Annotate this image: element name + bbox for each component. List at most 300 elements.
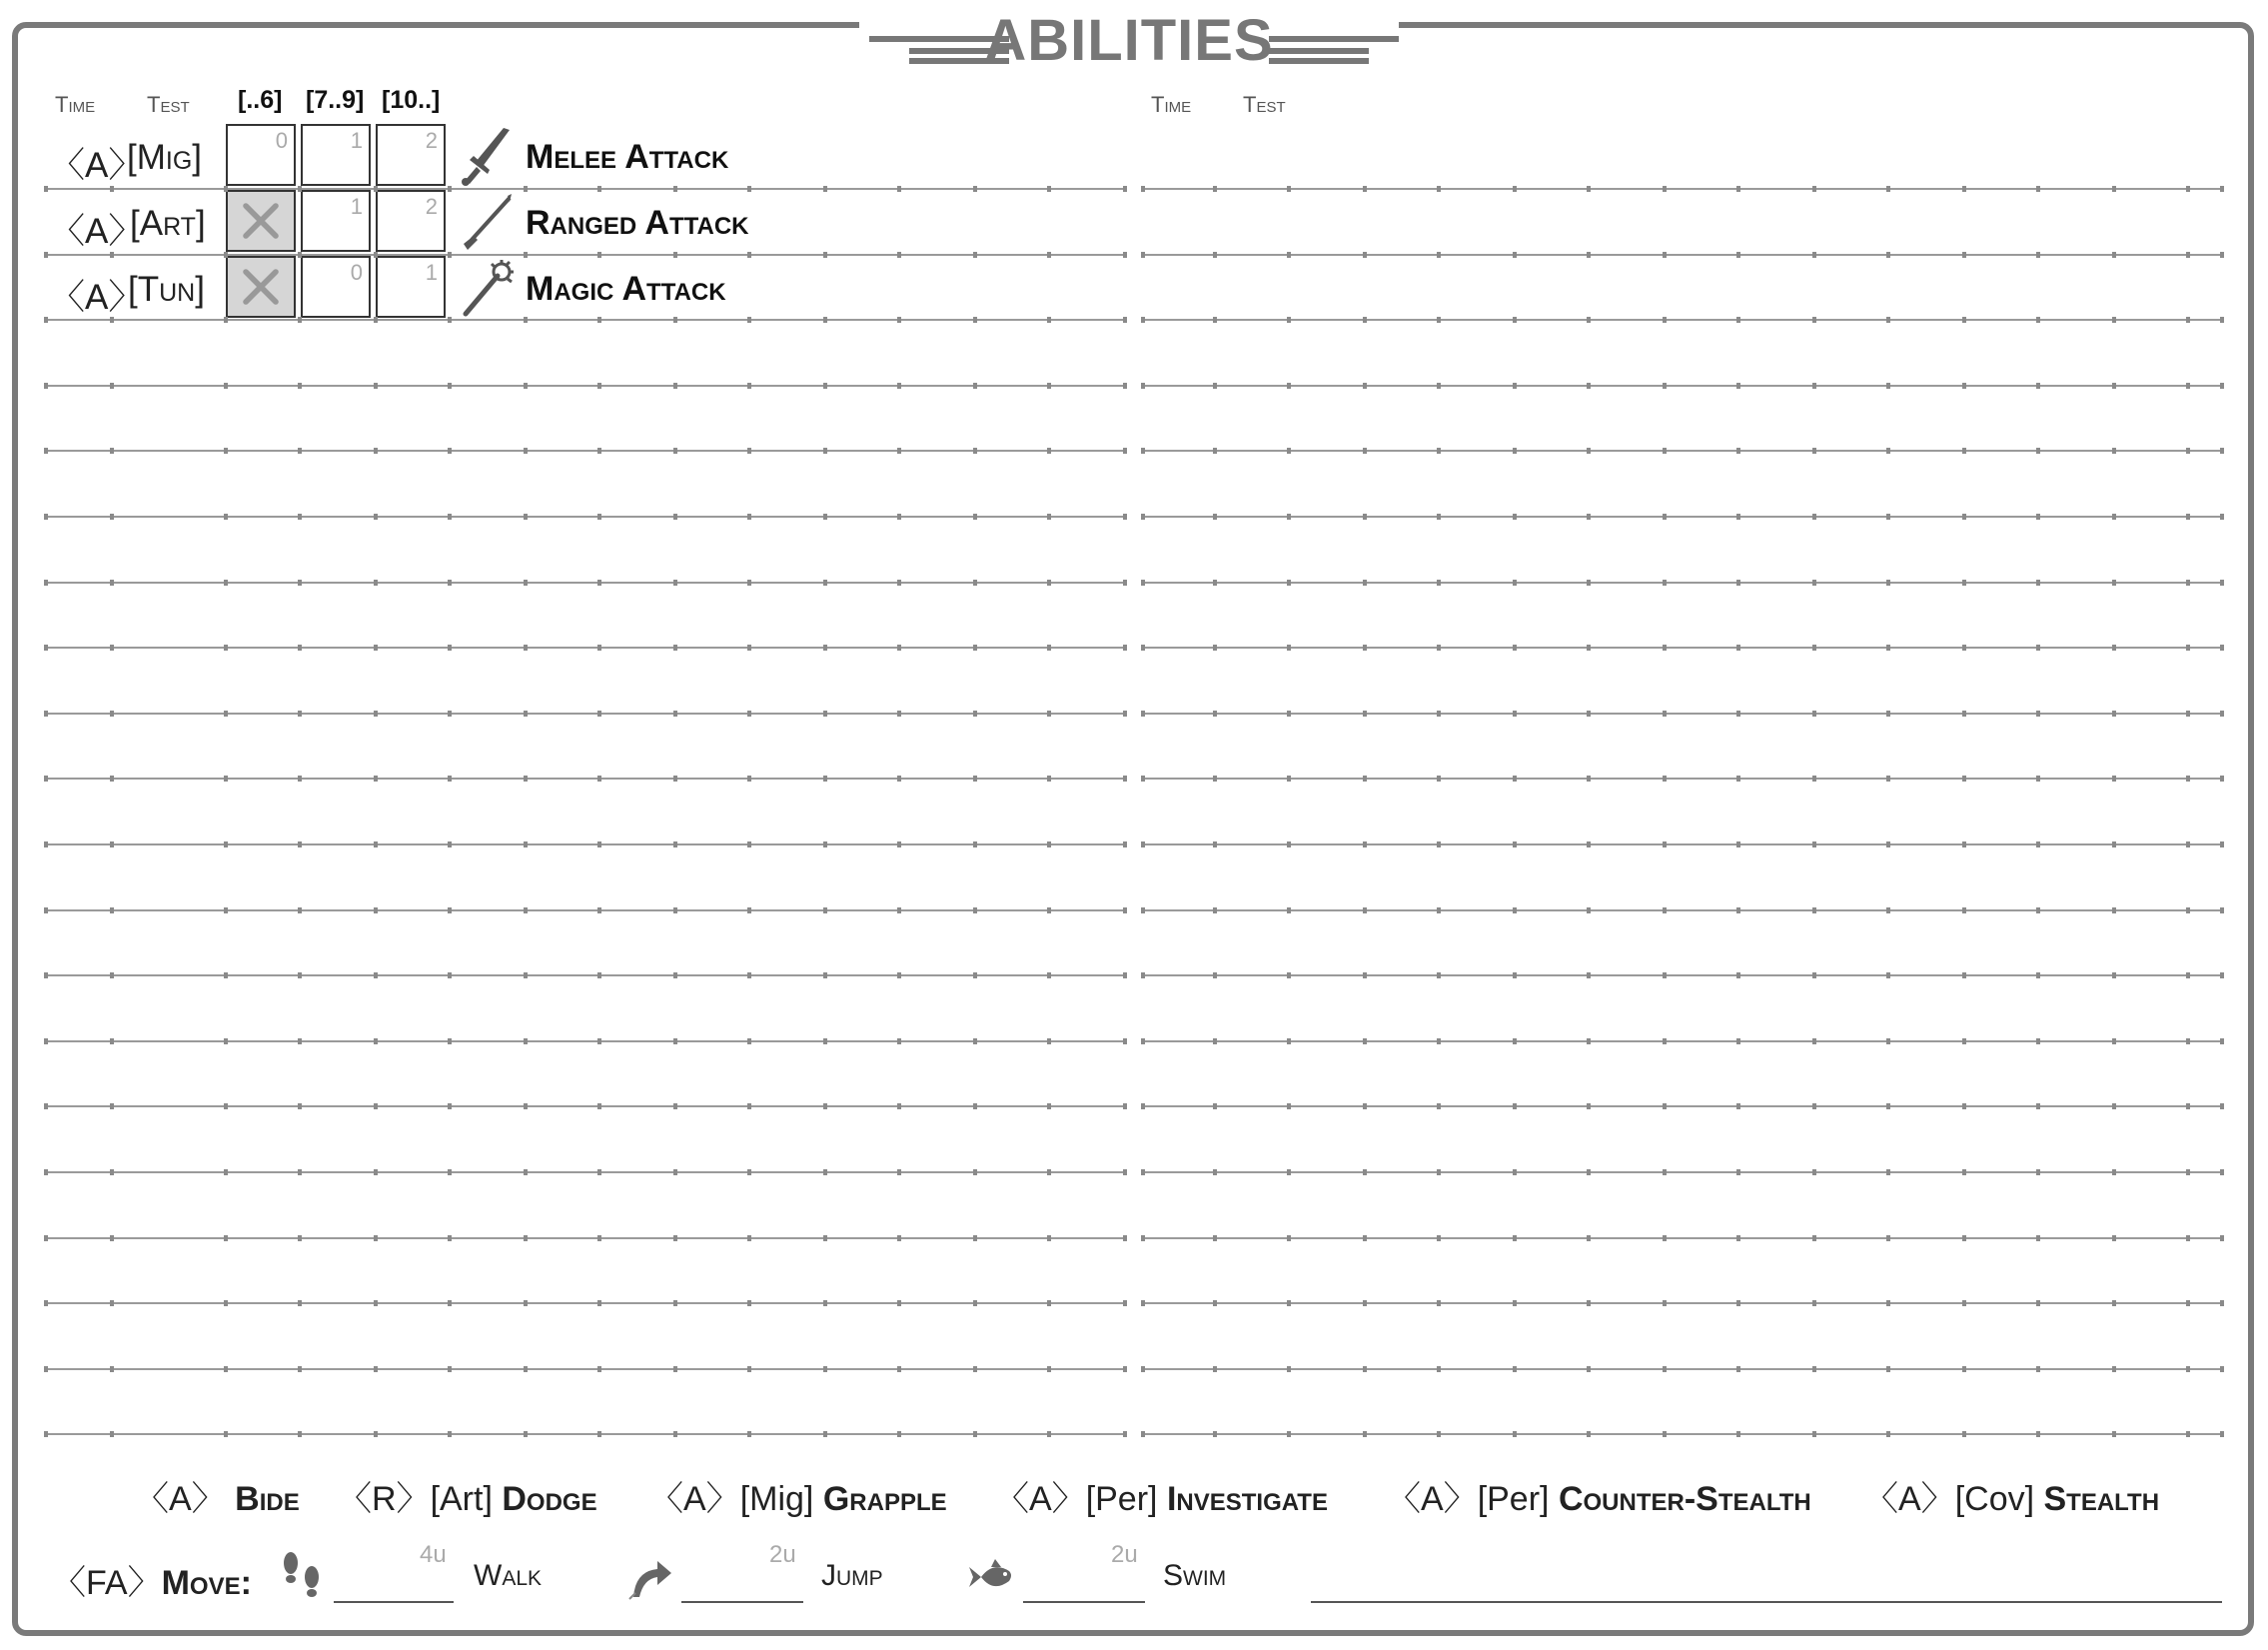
line-tick [110, 1038, 114, 1044]
line-tick [1513, 186, 1517, 192]
line-tick [374, 841, 378, 847]
move-label [52, 1555, 252, 1604]
box-value: 1 [350, 194, 363, 219]
sword-icon [460, 126, 516, 186]
line-tick [823, 907, 827, 913]
line-tick [1437, 514, 1441, 520]
line-tick [524, 776, 528, 782]
line-tick [673, 1103, 677, 1109]
line-tick [2186, 1103, 2190, 1109]
line-tick [1437, 1366, 1441, 1372]
line-tick [1587, 1038, 1591, 1044]
line-tick [1812, 1038, 1816, 1044]
line-tick [597, 1366, 601, 1372]
line-tick [1513, 317, 1517, 323]
line-tick [747, 1300, 751, 1306]
line-tick [747, 580, 751, 586]
line-tick [1123, 514, 1127, 520]
line-tick [1437, 383, 1441, 389]
line-tick [1736, 1366, 1740, 1372]
write-line[interactable] [1143, 188, 2222, 190]
line-tick [44, 1103, 48, 1109]
write-line[interactable] [46, 1171, 1127, 1173]
line-tick [1141, 1431, 1145, 1437]
line-tick [897, 186, 901, 192]
line-tick [1363, 1235, 1367, 1241]
line-tick [2112, 907, 2116, 913]
line-tick [1587, 1431, 1591, 1437]
line-tick [2112, 645, 2116, 651]
basic-action-time: 〈A〉 [649, 1480, 740, 1518]
line-tick [1287, 1300, 1291, 1306]
write-line[interactable] [1143, 843, 2222, 845]
line-tick [448, 907, 452, 913]
write-line[interactable] [46, 647, 1127, 649]
line-tick [1141, 972, 1145, 978]
line-tick [1736, 711, 1740, 717]
line-tick [1123, 383, 1127, 389]
line-tick [597, 645, 601, 651]
line-tick [2036, 1300, 2040, 1306]
jump-input-line[interactable] [681, 1601, 803, 1603]
line-tick [224, 252, 228, 258]
line-tick [1141, 1366, 1145, 1372]
line-tick [1213, 1431, 1217, 1437]
line-tick [448, 1103, 452, 1109]
line-tick [747, 972, 751, 978]
line-tick [973, 1300, 977, 1306]
line-tick [1587, 252, 1591, 258]
line-tick [298, 448, 302, 454]
line-tick [1886, 1103, 1890, 1109]
line-tick [597, 841, 601, 847]
box-value: 0 [275, 128, 288, 153]
write-line[interactable] [1143, 778, 2222, 780]
ability-box-high[interactable] [376, 124, 446, 186]
line-tick [1123, 1169, 1127, 1175]
line-tick [1812, 776, 1816, 782]
line-tick [1663, 776, 1667, 782]
line-tick [1437, 645, 1441, 651]
line-tick [597, 317, 601, 323]
line-tick [1287, 841, 1291, 847]
line-tick [673, 972, 677, 978]
line-tick [973, 514, 977, 520]
line-tick [224, 1169, 228, 1175]
line-tick [1363, 317, 1367, 323]
line-tick [448, 317, 452, 323]
write-line[interactable] [46, 778, 1127, 780]
line-tick [1123, 1038, 1127, 1044]
line-tick [1363, 1103, 1367, 1109]
line-tick [1587, 448, 1591, 454]
line-tick [823, 1366, 827, 1372]
line-tick [2112, 1366, 2116, 1372]
line-tick [1047, 1169, 1051, 1175]
line-tick [823, 1169, 827, 1175]
basic-action-dodge [338, 1471, 597, 1520]
write-line[interactable] [1143, 974, 2222, 976]
write-line[interactable] [46, 1302, 1127, 1304]
line-tick [1812, 514, 1816, 520]
line-tick [298, 776, 302, 782]
line-tick [897, 1038, 901, 1044]
header-range-mid: [7..9] [306, 86, 365, 114]
line-tick [1141, 1169, 1145, 1175]
write-line[interactable] [46, 974, 1127, 976]
line-tick [298, 972, 302, 978]
line-tick [224, 907, 228, 913]
line-tick [374, 514, 378, 520]
line-tick [597, 448, 601, 454]
line-tick [1123, 776, 1127, 782]
walk-input-line[interactable] [334, 1601, 454, 1603]
line-tick [1663, 317, 1667, 323]
line-tick [1962, 1103, 1966, 1109]
write-line[interactable] [1143, 450, 2222, 452]
line-tick [1363, 1431, 1367, 1437]
line-tick [524, 1300, 528, 1306]
line-tick [2186, 972, 2190, 978]
line-tick [1587, 972, 1591, 978]
line-tick [110, 1169, 114, 1175]
line-tick [1141, 317, 1145, 323]
line-tick [1812, 1103, 1816, 1109]
line-tick [747, 383, 751, 389]
line-tick [1587, 1235, 1591, 1241]
basic-action-test: [Mig] [739, 1480, 814, 1518]
line-tick [1736, 1300, 1740, 1306]
line-tick [374, 448, 378, 454]
line-tick [1812, 907, 1816, 913]
line-tick [2036, 186, 2040, 192]
arrow-icon [460, 192, 516, 252]
line-tick [298, 1300, 302, 1306]
line-tick [2036, 841, 2040, 847]
line-tick [673, 711, 677, 717]
line-tick [44, 448, 48, 454]
write-line[interactable] [46, 385, 1127, 387]
line-tick [1663, 186, 1667, 192]
line-tick [897, 448, 901, 454]
ability-time: 〈A〉 [50, 146, 144, 185]
line-tick [2036, 1235, 2040, 1241]
line-tick [1363, 186, 1367, 192]
line-tick [1886, 252, 1890, 258]
line-tick [1663, 907, 1667, 913]
line-tick [823, 448, 827, 454]
line-tick [597, 1103, 601, 1109]
basic-action-name: Stealth [2043, 1480, 2160, 1518]
line-tick [524, 1235, 528, 1241]
line-tick [298, 186, 302, 192]
write-line[interactable] [46, 1368, 1127, 1370]
line-tick [1886, 1366, 1890, 1372]
line-tick [2220, 1103, 2224, 1109]
line-tick [1437, 1103, 1441, 1109]
line-tick [973, 645, 977, 651]
line-tick [2112, 252, 2116, 258]
line-tick [1287, 448, 1291, 454]
line-tick [2186, 841, 2190, 847]
write-line[interactable] [1143, 909, 2222, 911]
line-tick [1123, 1103, 1127, 1109]
ability-box-high[interactable] [376, 256, 446, 318]
write-line[interactable] [1143, 713, 2222, 715]
line-tick [224, 383, 228, 389]
line-tick [1213, 972, 1217, 978]
line-tick [973, 1103, 977, 1109]
ability-box-high[interactable] [376, 190, 446, 252]
line-tick [1123, 711, 1127, 717]
line-tick [1962, 841, 1966, 847]
line-tick [44, 776, 48, 782]
write-line[interactable] [46, 450, 1127, 452]
line-tick [2112, 317, 2116, 323]
line-tick [673, 1300, 677, 1306]
line-tick [1513, 1300, 1517, 1306]
line-tick [747, 776, 751, 782]
line-tick [2186, 252, 2190, 258]
line-tick [747, 1366, 751, 1372]
line-tick [1287, 383, 1291, 389]
line-tick [1047, 448, 1051, 454]
line-tick [1047, 776, 1051, 782]
line-tick [44, 1366, 48, 1372]
line-tick [1736, 972, 1740, 978]
line-tick [1663, 252, 1667, 258]
line-tick [374, 1169, 378, 1175]
line-tick [1141, 186, 1145, 192]
line-tick [2220, 1431, 2224, 1437]
box-value: 0 [350, 260, 363, 285]
ability-box-mid[interactable] [301, 190, 371, 252]
line-tick [673, 907, 677, 913]
line-tick [2220, 645, 2224, 651]
line-tick [110, 907, 114, 913]
ability-box-low[interactable] [226, 124, 296, 186]
write-line[interactable] [46, 1237, 1127, 1239]
line-tick [597, 776, 601, 782]
line-tick [1287, 1103, 1291, 1109]
line-tick [1812, 1431, 1816, 1437]
line-tick [2036, 776, 2040, 782]
line-tick [224, 841, 228, 847]
write-line[interactable] [1143, 1433, 2222, 1435]
line-tick [1141, 1300, 1145, 1306]
line-tick [597, 711, 601, 717]
write-line[interactable] [1143, 1368, 2222, 1370]
write-line[interactable] [1143, 254, 2222, 256]
line-tick [524, 907, 528, 913]
line-tick [1736, 776, 1740, 782]
line-tick [1363, 1300, 1367, 1306]
write-line[interactable] [1143, 385, 2222, 387]
line-tick [374, 383, 378, 389]
write-line[interactable] [46, 254, 1127, 256]
basic-action-time: 〈R〉 [338, 1480, 431, 1518]
ability-box-mid[interactable] [301, 256, 371, 318]
line-tick [110, 776, 114, 782]
line-tick [2036, 1431, 2040, 1437]
line-tick [1962, 907, 1966, 913]
line-tick [2112, 1038, 2116, 1044]
line-tick [597, 186, 601, 192]
line-tick [1213, 645, 1217, 651]
line-tick [1363, 711, 1367, 717]
write-line[interactable] [1143, 1105, 2222, 1107]
line-tick [374, 317, 378, 323]
write-line[interactable] [46, 516, 1127, 518]
line-tick [673, 580, 677, 586]
write-line[interactable] [1143, 1302, 2222, 1304]
write-line[interactable] [46, 909, 1127, 911]
line-tick [1363, 448, 1367, 454]
line-tick [2186, 1038, 2190, 1044]
line-tick [224, 1235, 228, 1241]
line-tick [110, 448, 114, 454]
line-tick [298, 841, 302, 847]
header-time-left: Time [55, 92, 96, 117]
line-tick [1213, 1038, 1217, 1044]
line-tick [1047, 907, 1051, 913]
magic-staff-icon [460, 258, 516, 318]
line-tick [1437, 711, 1441, 717]
line-tick [2112, 186, 2116, 192]
line-tick [1141, 1038, 1145, 1044]
line-tick [44, 1038, 48, 1044]
line-tick [1587, 711, 1591, 717]
line-tick [374, 907, 378, 913]
line-tick [1663, 383, 1667, 389]
line-tick [1886, 1235, 1890, 1241]
write-line[interactable] [1143, 1237, 2222, 1239]
line-tick [1047, 383, 1051, 389]
line-tick [1736, 186, 1740, 192]
write-line[interactable] [46, 1040, 1127, 1042]
write-line[interactable] [1143, 516, 2222, 518]
write-line[interactable] [46, 582, 1127, 584]
line-tick [298, 383, 302, 389]
line-tick [673, 1038, 677, 1044]
line-tick [44, 645, 48, 651]
line-tick [823, 1103, 827, 1109]
write-line[interactable] [46, 843, 1127, 845]
line-tick [1141, 711, 1145, 717]
line-tick [44, 907, 48, 913]
line-tick [823, 1300, 827, 1306]
write-line[interactable] [1143, 582, 2222, 584]
write-line[interactable] [46, 1433, 1127, 1435]
basic-action-name: Bide [235, 1480, 300, 1518]
line-tick [1962, 186, 1966, 192]
line-tick [1047, 1431, 1051, 1437]
line-tick [1812, 252, 1816, 258]
line-tick [897, 645, 901, 651]
line-tick [1123, 252, 1127, 258]
line-tick [897, 514, 901, 520]
line-tick [1437, 1235, 1441, 1241]
ability-box-mid[interactable] [301, 124, 371, 186]
line-tick [1141, 252, 1145, 258]
write-line[interactable] [1143, 647, 2222, 649]
line-tick [747, 514, 751, 520]
line-tick [1437, 252, 1441, 258]
line-tick [374, 186, 378, 192]
swim-input-line[interactable] [1023, 1601, 1145, 1603]
line-tick [524, 1431, 528, 1437]
line-tick [1213, 514, 1217, 520]
page-title: ABILITIES [984, 8, 1274, 73]
line-tick [1736, 841, 1740, 847]
write-line[interactable] [1143, 1040, 2222, 1042]
line-tick [1047, 1038, 1051, 1044]
line-tick [298, 907, 302, 913]
line-tick [823, 776, 827, 782]
line-tick [673, 252, 677, 258]
move-notes-line[interactable] [1311, 1601, 2222, 1603]
line-tick [1437, 1300, 1441, 1306]
basic-action-time: 〈A〉 [995, 1480, 1086, 1518]
line-tick [1736, 317, 1740, 323]
line-tick [224, 186, 228, 192]
line-tick [44, 1300, 48, 1306]
line-tick [1736, 448, 1740, 454]
line-tick [973, 841, 977, 847]
line-tick [973, 1431, 977, 1437]
write-line[interactable] [1143, 319, 2222, 321]
write-line[interactable] [1143, 1171, 2222, 1173]
line-tick [1141, 383, 1145, 389]
line-tick [823, 580, 827, 586]
line-tick [224, 1103, 228, 1109]
line-tick [597, 907, 601, 913]
line-tick [1047, 1300, 1051, 1306]
line-tick [1736, 1235, 1740, 1241]
line-tick [1363, 645, 1367, 651]
basic-action-test: [Cov] [1954, 1480, 2035, 1518]
write-line[interactable] [46, 1105, 1127, 1107]
line-tick [2186, 1300, 2190, 1306]
write-line[interactable] [46, 713, 1127, 715]
line-tick [1287, 776, 1291, 782]
line-tick [1812, 448, 1816, 454]
line-tick [110, 1366, 114, 1372]
line-tick [1736, 383, 1740, 389]
line-tick [110, 1103, 114, 1109]
line-tick [673, 186, 677, 192]
line-tick [973, 776, 977, 782]
line-tick [1886, 1300, 1890, 1306]
write-line[interactable] [46, 319, 1127, 321]
line-tick [1663, 841, 1667, 847]
line-tick [1587, 1103, 1591, 1109]
cross-icon [228, 192, 294, 250]
line-tick [224, 1366, 228, 1372]
line-tick [298, 1103, 302, 1109]
line-tick [2036, 514, 2040, 520]
line-tick [448, 1038, 452, 1044]
line-tick [1437, 907, 1441, 913]
write-line[interactable] [46, 188, 1127, 190]
line-tick [524, 711, 528, 717]
line-tick [224, 645, 228, 651]
line-tick [897, 841, 901, 847]
line-tick [747, 317, 751, 323]
line-tick [298, 580, 302, 586]
header-time-right: Time [1151, 92, 1192, 117]
line-tick [1437, 580, 1441, 586]
